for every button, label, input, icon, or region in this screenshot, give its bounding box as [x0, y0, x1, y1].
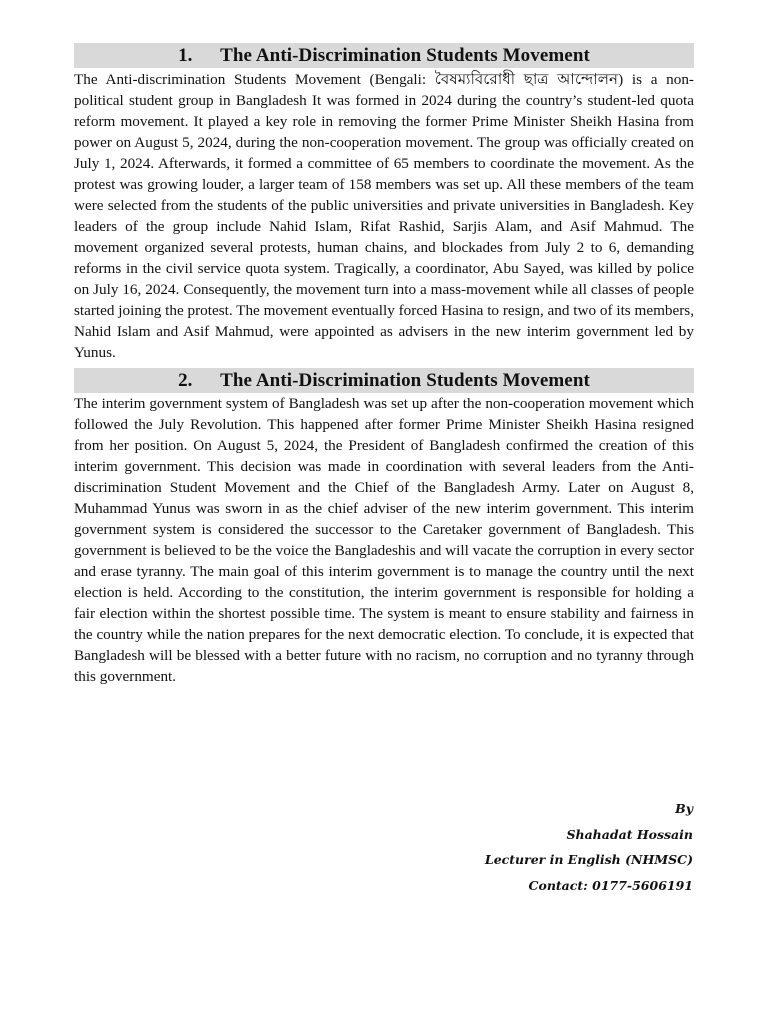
- document-body: [74, 43, 694, 687]
- signature-block: [485, 796, 693, 898]
- section-1: [74, 43, 694, 363]
- signature-name: Shahadat Hossain: [566, 826, 693, 842]
- section-1-paragraph: The Anti-discrimination Students Movement (Bengali: বৈষম্যবিরোধী ছাত্র আন্দোলন) is a non-political student group in Bangladesh It was formed in 2024 during the country’s student-led quota reform movement. It played a key role in removing the former Prime Minister Sheikh Hasina from power on August 5, 2024, during the non-cooperation movement. The group was officially created on July 1, 2024. Afterwards, it formed a committee of 65 members to coordinate the movement. As the protest was growing louder, a larger team of 158 members was set up. All these members of the team were selected from the students of the public universities and private universities in Bangladesh. Key leaders of the group include Nahid Islam, Rifat Rashid, Sarjis Alam, and Asif Mahmud. The movement organized several protests, human chains, and blockades from July 2 to 6, demanding reforms in the civil service quota system. Tragically, a coordinator, Abu Sayed, was killed by police on July 16, 2024. Consequently, the movement turn into a mass-movement while all classes of people started joining the protest. The movement eventually forced Hasina to resign, and two of its members, Nahid Islam and Asif Mahmud, were appointed as advisers in the new interim government led by Yunus.: [74, 71, 694, 361]
- signature-role: Lecturer in English (NHMSC): [484, 852, 693, 867]
- section-1-title: The Anti-Discrimination Students Movement: [220, 44, 590, 66]
- signature-by: By: [675, 801, 693, 816]
- section-2-paragraph: The interim government system of Bangladesh was set up after the non-cooperation movement which followed the July Revolution. This happened after former Prime Minister Sheikh Hasina resigned from her position. On August 5, 2024, the President of Bangladesh confirmed the creation of this interim government. This decision was made in coordination with several leaders from the Anti-discrimination Student Movement and the Chief of the Bangladesh Army. Later on August 8, Muhammad Yunus was sworn in as the chief adviser of the new interim government. This interim government system is considered the successor to the Caretaker government of Bangladesh. This government is believed to be the voice the Bangladeshis and will vacate the corruption in every sector and erase tyranny. The main goal of this interim government is to manage the country until the next election is held. According to the constitution, the interim government is responsible for holding a fair election within the shortest possible time. The system is meant to ensure stability and fairness in the country while the nation prepares for the next democratic election. To conclude, it is expected that Bangladesh will be blessed with a better future with no racism, no corruption and no tyranny through this government.: [74, 395, 694, 685]
- signature-contact: Contact: 0177-5606191: [528, 877, 693, 893]
- section-2: [74, 368, 694, 687]
- section-2-title: The Anti-Discrimination Students Movement: [220, 369, 590, 391]
- section-2-number: 2.: [178, 369, 193, 391]
- section-1-number: 1.: [178, 44, 193, 66]
- section-2-heading: [74, 368, 694, 393]
- section-1-heading: [74, 43, 694, 68]
